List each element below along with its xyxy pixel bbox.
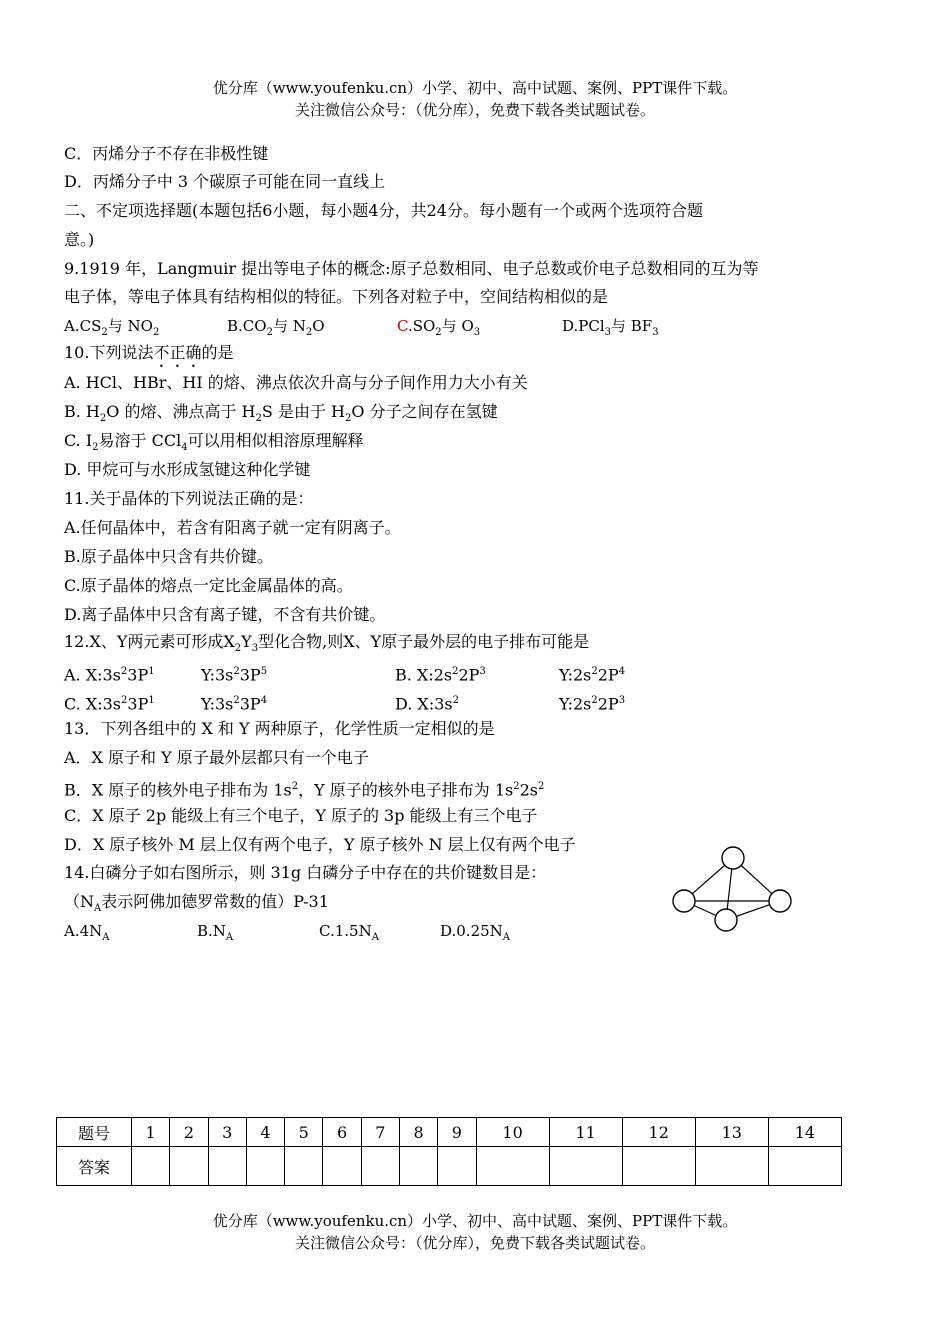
answer-cell[interactable] bbox=[438, 1147, 476, 1186]
table-number-cell: 6 bbox=[323, 1118, 361, 1147]
q12-option-b-y: $Y:2s^22P^4$ bbox=[559, 665, 626, 685]
answer-table bbox=[56, 1117, 842, 1186]
table-number-cell: 1 bbox=[132, 1118, 170, 1147]
q9-stem-line-1: 9.1919 年，Langmuir 提出等电子体的概念:原子总数相同、电子总数或价电子总数相同的互为等 bbox=[64, 259, 759, 278]
header-line-1: 优分库（www.youfenku.cn）小学、初中、高中试题、案例、PPT课件下载。 bbox=[212, 79, 738, 97]
q12-option-d-y: $Y:2s^22P^3$ bbox=[559, 694, 626, 714]
answer-cell[interactable] bbox=[246, 1147, 284, 1186]
q14-option-b: $B.N_A$ bbox=[197, 922, 234, 943]
answer-table-number-row bbox=[57, 1118, 842, 1147]
q12-option-a-x: A. $X:3s^23P^1$ bbox=[64, 665, 155, 685]
answer-cell[interactable] bbox=[361, 1147, 399, 1186]
answer-cell[interactable] bbox=[208, 1147, 246, 1186]
p-atom bbox=[769, 890, 791, 912]
q12-option-c-x: C. $X:3s^23P^1$ bbox=[64, 694, 155, 714]
q14-option-a: $A.4N_A$ bbox=[64, 922, 110, 943]
q12-option-c-y: $Y:3s^23P^4$ bbox=[201, 694, 268, 714]
answer-cell[interactable] bbox=[132, 1147, 170, 1186]
table-number-cell: 10 bbox=[476, 1118, 549, 1147]
answer-cell[interactable] bbox=[695, 1147, 768, 1186]
q14-stem: 14.白磷分子如右图所示，则 31g 白磷分子中存在的共价键数目是： bbox=[64, 863, 547, 882]
q12-option-d-x: D. $X:3s^2$ bbox=[395, 694, 459, 714]
q10-stem: 10.下列说法不正确的是 bbox=[64, 343, 234, 362]
q9-option-b: $B.CO_2$与 $N_2O$ bbox=[227, 317, 325, 338]
q10-option-c: C. $I_2$易溶于 CCl$_4$可以用相似相溶原理解释 bbox=[64, 431, 364, 454]
q13-option-a: A．X 原子和 Y 原子最外层都只有一个电子 bbox=[64, 748, 369, 767]
table-number-cell: 2 bbox=[170, 1118, 208, 1147]
table-number-cell: 11 bbox=[549, 1118, 622, 1147]
q9-option-c: $C.SO_2$与 $O_3$ bbox=[397, 317, 481, 338]
table-number-cell: 5 bbox=[285, 1118, 323, 1147]
white-phosphorus-diagram bbox=[668, 842, 798, 936]
prev-option-c: C．丙烯分子不存在非极性键 bbox=[64, 144, 269, 163]
answer-cell[interactable] bbox=[399, 1147, 437, 1186]
q12-option-b-x: B. $X:2s^22P^3$ bbox=[395, 665, 486, 685]
table-number-cell: 4 bbox=[246, 1118, 284, 1147]
p-atom bbox=[722, 847, 744, 869]
answer-cell[interactable] bbox=[170, 1147, 208, 1186]
answer-cell[interactable] bbox=[768, 1147, 841, 1186]
footer-line-1: 优分库（www.youfenku.cn）小学、初中、高中试题、案例、PPT课件下载。 bbox=[212, 1212, 738, 1230]
answer-cell[interactable] bbox=[549, 1147, 622, 1186]
table-number-cell: 7 bbox=[361, 1118, 399, 1147]
q14-note: （$N_A$表示阿佛加德罗常数的值）P-31 bbox=[64, 892, 329, 915]
table-answer-label: 答案 bbox=[57, 1147, 132, 1186]
table-number-cell: 3 bbox=[208, 1118, 246, 1147]
header-line-2: 关注微信公众号：（优分库），免费下载各类试题试卷。 bbox=[294, 101, 655, 119]
table-number-cell: 9 bbox=[438, 1118, 476, 1147]
q12-option-a-y: $Y:3s^23P^5$ bbox=[201, 665, 268, 685]
q13-option-c: C．X 原子 2p 能级上有三个电子，Y 原子的 3p 能级上有三个电子 bbox=[64, 806, 538, 825]
q14-option-c: $C.1.5N_A$ bbox=[319, 922, 379, 943]
answer-cell[interactable] bbox=[622, 1147, 695, 1186]
table-header-label: 题号 bbox=[57, 1118, 132, 1147]
q13-option-b: B．X 原子的核外电子排布为 $1s^2$，Y 原子的核外电子排布为 $1s^22s^2$ bbox=[64, 780, 545, 800]
q9-options bbox=[64, 315, 659, 344]
q9-option-a: $A.CS_2$与 $NO_2$ bbox=[64, 317, 160, 338]
q13-option-d: D．X 原子核外 M 层上仅有两个电子，Y 原子核外 N 层上仅有两个电子 bbox=[64, 835, 576, 854]
q14-options bbox=[64, 920, 510, 949]
q10-option-a: A. HCl、HBr、HI 的熔、沸点依次升高与分子间作用力大小有关 bbox=[64, 373, 528, 392]
q13-stem: 13．下列各组中的 X 和 Y 两种原子，化学性质一定相似的是 bbox=[64, 719, 495, 738]
p-atom bbox=[673, 890, 695, 912]
answer-cell[interactable] bbox=[476, 1147, 549, 1186]
q12-options-ab bbox=[64, 661, 625, 686]
q11-option-c: C.原子晶体的熔点一定比金属晶体的高。 bbox=[64, 576, 353, 595]
q10-option-b: B. $H_2O$ 的熔、沸点高于 $H_2S$ 是由于 $H_2O$ 分子之间存在氢键 bbox=[64, 402, 498, 425]
q14-option-d: $D.0.25N_A$ bbox=[440, 922, 511, 943]
q11-option-d: D.离子晶体中只含有离子键，不含有共价键。 bbox=[64, 605, 386, 624]
table-number-cell: 13 bbox=[695, 1118, 768, 1147]
table-number-cell: 12 bbox=[622, 1118, 695, 1147]
q11-stem: 11.关于晶体的下列说法正确的是： bbox=[64, 489, 314, 508]
q10-emphasis: 不正确 bbox=[153, 343, 202, 362]
table-number-cell: 8 bbox=[399, 1118, 437, 1147]
prev-option-d: D．丙烯分子中 3 个碳原子可能在同一直线上 bbox=[64, 172, 386, 191]
q12-options-cd bbox=[64, 690, 625, 715]
answer-cell[interactable] bbox=[285, 1147, 323, 1186]
section-2-title-cont: 意。) bbox=[64, 230, 95, 249]
table-number-cell: 14 bbox=[768, 1118, 841, 1147]
q12-stem: 12.X、Y两元素可形成$X_2Y_3$型化合物,则X、Y原子最外层的电子排布可能是 bbox=[64, 632, 590, 655]
q11-option-b: B.原子晶体中只含有共价键。 bbox=[64, 547, 273, 566]
p-atom bbox=[715, 909, 737, 931]
q9-option-d: D.PCl$_3$与 $BF_3$ bbox=[562, 317, 659, 338]
answer-cell[interactable] bbox=[323, 1147, 361, 1186]
answer-table-answer-row bbox=[57, 1147, 842, 1186]
q11-option-a: A.任何晶体中，若含有阳离子就一定有阴离子。 bbox=[64, 518, 401, 537]
q9-stem-line-2: 电子体，等电子体具有结构相似的特征。下列各对粒子中，空间结构相似的是 bbox=[64, 287, 609, 306]
footer-line-2: 关注微信公众号：（优分库），免费下载各类试题试卷。 bbox=[294, 1234, 655, 1252]
section-2-title: 二、不定项选择题(本题包括6小题，每小题4分，共24分。每小题有一个或两个选项符合题 bbox=[64, 201, 703, 220]
q10-option-d: D. 甲烷可与水形成氢键这种化学键 bbox=[64, 460, 311, 479]
